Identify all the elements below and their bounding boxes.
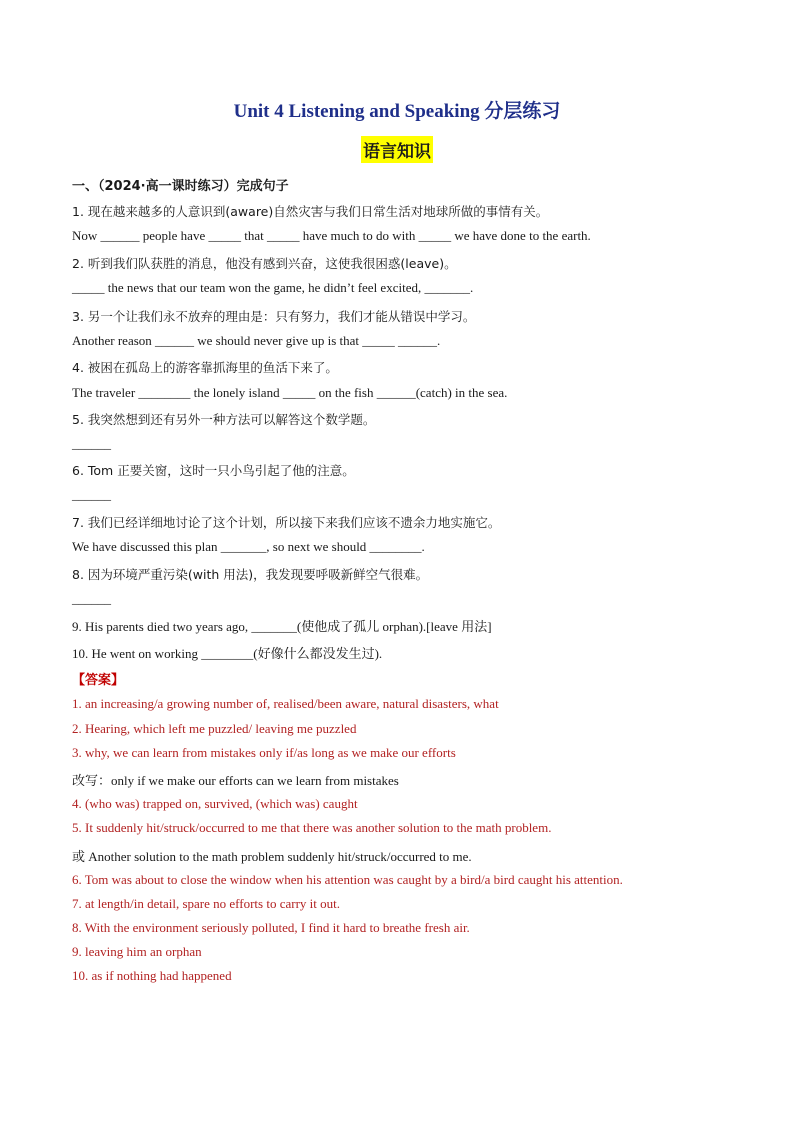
answer-heading: 【答案】: [72, 673, 125, 688]
answer-line: 9. leaving him an orphan: [72, 944, 202, 959]
question-cn: 2. 听到我们队获胜的消息，他没有感到兴奋，这使我很困惑(leave)。: [72, 256, 457, 271]
answer-line: 4. (who was) trapped on, survived, (which was) caught: [72, 796, 358, 811]
answer-line: 或 Another solution to the math problem suddenly hit/struck/occurred to me.: [72, 849, 472, 864]
question-en: Another reason ______ we should never give up is that _____ ______.: [72, 333, 441, 348]
question-en: We have discussed this plan _______, so next we should ________.: [72, 539, 425, 554]
section-badge-wrap: [0, 136, 794, 163]
question-en: Now ______ people have _____ that _____ have much to do with _____ we have done to the earth.: [72, 228, 591, 243]
question-cn: 3. 另一个让我们永不放弃的理由是：只有努力，我们才能从错误中学习。: [72, 309, 476, 324]
question-cn: 5. 我突然想到还有另外一种方法可以解答这个数学题。: [72, 412, 376, 427]
question-en: ______: [72, 591, 111, 606]
answer-line: 8. With the environment seriously polluted, I find it hard to breathe fresh air.: [72, 920, 470, 935]
question-cn: 9. His parents died two years ago, _______(使他成了孤儿 orphan).[leave 用法]: [72, 619, 492, 634]
question-en: The traveler ________ the lonely island _____ on the fish ______(catch) in the sea.: [72, 385, 508, 400]
question-cn: 8. 因为环境严重污染(with 用法)，我发现要呼吸新鲜空气很难。: [72, 567, 429, 582]
answer-line: 改写：only if we make our efforts can we learn from mistakes: [72, 773, 399, 788]
answer-line: 2. Hearing, which left me puzzled/ leaving me puzzled: [72, 721, 357, 736]
question-en: _____ the news that our team won the game, he didn’t feel excited, _______.: [72, 280, 474, 295]
question-cn: 10. He went on working ________(好像什么都没发生过).: [72, 646, 383, 661]
question-en: ______: [72, 436, 111, 451]
answer-line: 7. at length/in detail, spare no efforts to carry it out.: [72, 896, 340, 911]
answer-line: 1. an increasing/a growing number of, realised/been aware, natural disasters, what: [72, 696, 499, 711]
answer-line: 6. Tom was about to close the window when his attention was caught by a bird/a bird caught his attention.: [72, 872, 623, 887]
answer-line: 3. why, we can learn from mistakes only if/as long as we make our efforts: [72, 745, 456, 760]
answer-line: 5. It suddenly hit/struck/occurred to me that there was another solution to the math problem.: [72, 820, 552, 835]
answer-line: 10. as if nothing had happened: [72, 968, 232, 983]
section-badge: 语言知识: [361, 136, 433, 163]
question-cn: 7. 我们已经详细地讨论了这个计划，所以接下来我们应该不遗余力地实施它。: [72, 515, 501, 530]
question-cn: 1. 现在越来越多的人意识到(aware)自然灾害与我们日常生活对地球所做的事情有关。: [72, 204, 549, 219]
question-cn: 4. 被困在孤岛上的游客靠抓海里的鱼活下来了。: [72, 360, 338, 375]
question-cn: 6. Tom 正要关窗，这时一只小鸟引起了他的注意。: [72, 463, 355, 478]
section-heading: 一、（2024·高一课时练习）完成句子: [72, 179, 289, 194]
page-title: Unit 4 Listening and Speaking 分层练习: [233, 101, 561, 122]
question-en: ______: [72, 487, 111, 502]
